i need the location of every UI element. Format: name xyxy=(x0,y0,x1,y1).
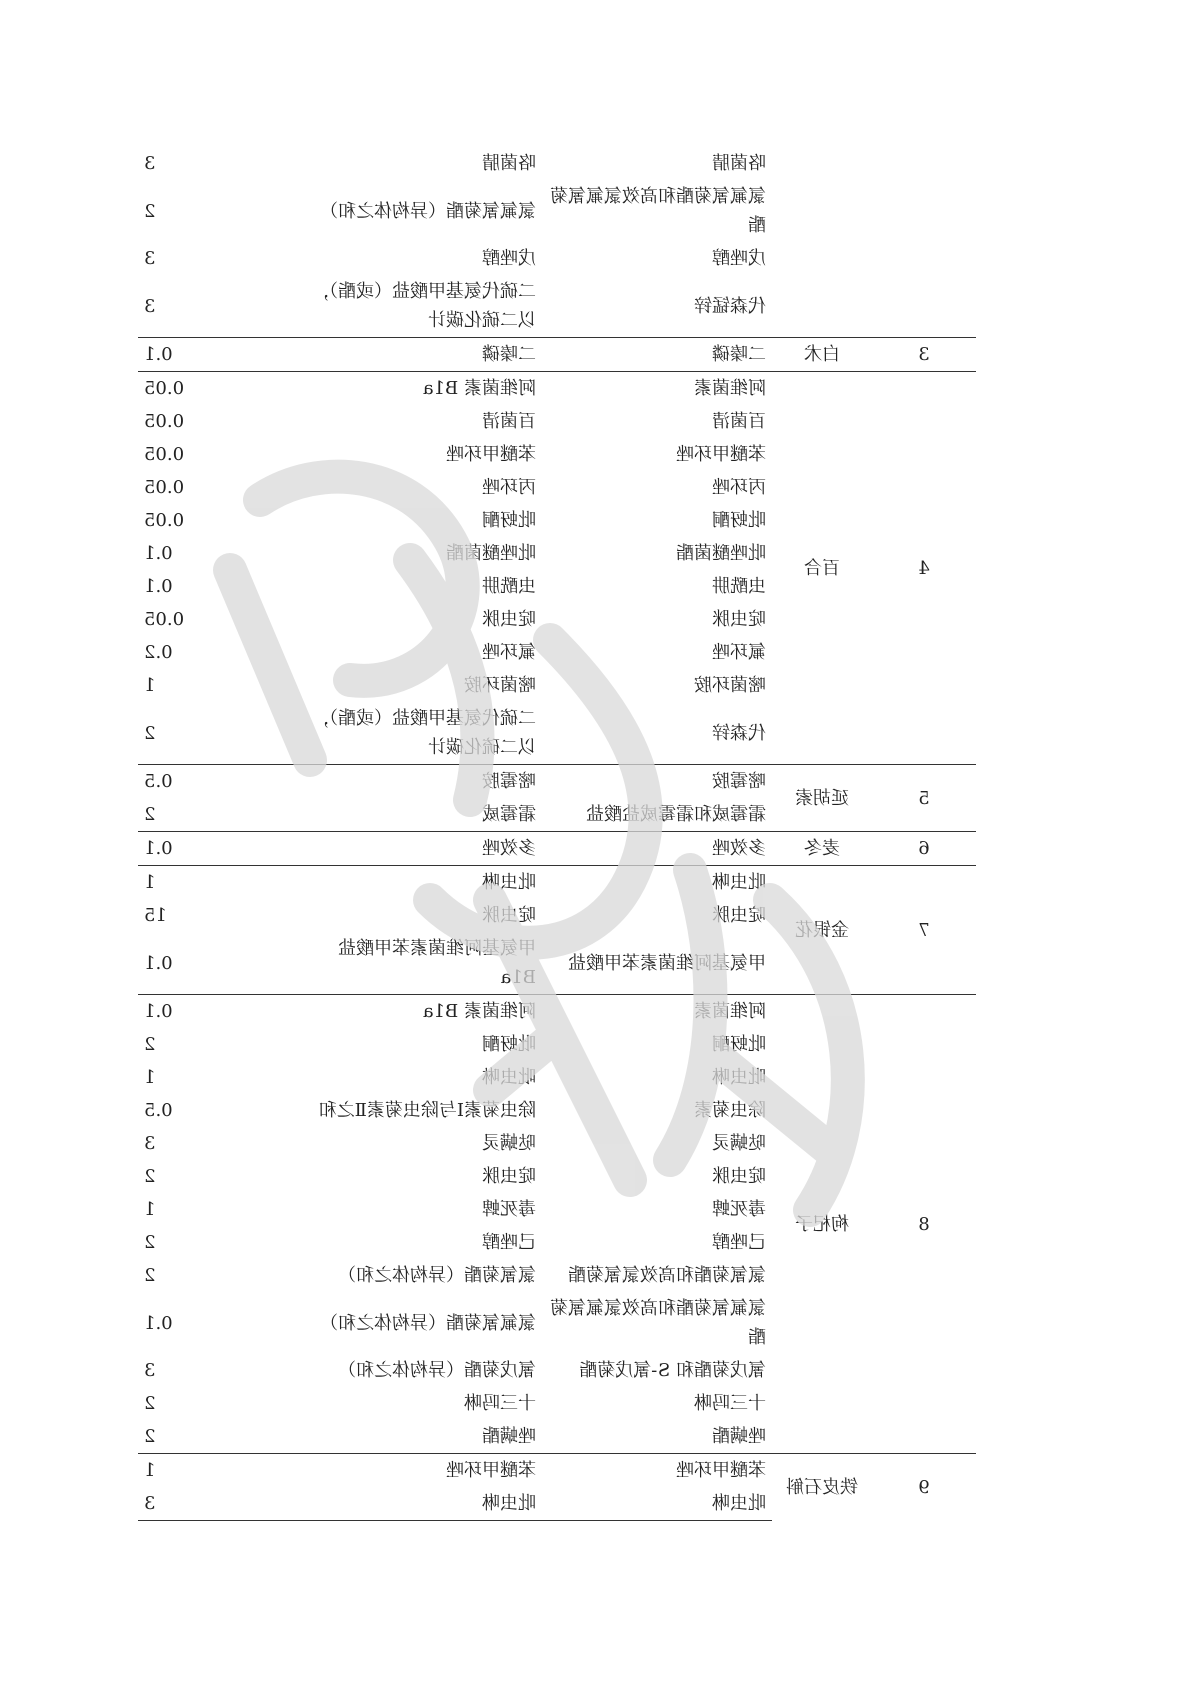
pesticide-cell: 吡蚜酮 xyxy=(712,510,766,531)
serial-number-cell: 8 xyxy=(872,995,976,1454)
mrl-cell: 2 xyxy=(144,722,156,744)
pesticide-cell: 霜霉威和霜霉威盐酸盐 xyxy=(586,804,766,825)
mrl-cell: 1 xyxy=(144,675,156,696)
mrl-cell: 0.1 xyxy=(138,832,292,866)
mrl-cell: 0.05 xyxy=(144,477,185,498)
serial-number-cell: 6 xyxy=(872,832,976,866)
serial-number-cell: 4 xyxy=(872,372,976,765)
mrl-cell: 2 xyxy=(144,200,156,222)
pesticide-cell: 丙环唑 xyxy=(712,477,766,498)
pesticide-cell: 苯醚甲环唑 xyxy=(542,1454,772,1488)
pesticide-cell: 十三吗啉 xyxy=(694,1393,766,1414)
residue-definition-cell: 戊唑醇 xyxy=(482,248,536,269)
mrl-cell: 3 xyxy=(144,153,156,174)
pesticide-cell: 多效唑 xyxy=(542,832,772,866)
pesticide-cell: 吡虫啉 xyxy=(542,866,772,900)
residue-definition-cell: 咯菌腈 xyxy=(482,153,536,174)
pesticide-cell: 氟环唑 xyxy=(712,642,766,663)
mrl-cell: 2 xyxy=(144,1166,156,1187)
residue-definition-cell: 吡虫啉 xyxy=(292,866,542,900)
residue-definition-cell: 阿维菌素 B1a xyxy=(292,372,542,406)
pesticide-cell: 除虫菊素 xyxy=(694,1100,766,1121)
residue-definition-cell: 二嗪磷 xyxy=(292,338,542,372)
pesticide-cell: 阿维菌素 xyxy=(542,995,772,1029)
pesticide-cell: 代森锰锌 xyxy=(694,295,766,317)
pesticide-cell: 氯氟氰菊酯和高效氯氟氰菊酯 xyxy=(550,1298,766,1348)
residue-definition-cell: 苯醚甲环唑 xyxy=(446,444,536,465)
pesticide-cell: 虫酰肼 xyxy=(712,576,766,597)
residue-definition-cell: 氯氟氰菊酯（异构体之和） xyxy=(320,1312,536,1334)
residue-definition-cell: 阿维菌素 B1a xyxy=(292,995,542,1029)
mrl-cell: 0.1 xyxy=(138,995,292,1029)
table-row xyxy=(138,372,976,406)
mrl-cell: 3 xyxy=(144,1133,156,1154)
table-body xyxy=(138,147,976,1521)
residue-definition-cell: 百菌清 xyxy=(482,411,536,432)
crop-cell: 麦冬 xyxy=(772,832,872,866)
residue-definition-cell: 嘧霉胺 xyxy=(292,765,542,799)
mrl-cell: 0.05 xyxy=(144,411,185,432)
pesticide-cell: 哒螨灵 xyxy=(712,1133,766,1154)
residue-definition-cell: 氯氰菊酯（异构体之和） xyxy=(338,1265,536,1286)
residue-definition-cell: 哒螨灵 xyxy=(482,1133,536,1154)
pesticide-cell: 二嗪磷 xyxy=(542,338,772,372)
residue-definition-cell: 苯醚甲环唑 xyxy=(292,1454,542,1488)
residue-definition-cell: 甲氨基阿维菌素苯甲酸盐 B1a xyxy=(338,938,536,988)
mrl-cell: 0.05 xyxy=(144,510,185,531)
mrl-cell: 3 xyxy=(144,248,156,269)
table-row xyxy=(138,1454,976,1488)
mrl-cell: 0.1 xyxy=(144,576,173,597)
residue-definition-cell: 氯氟氰菊酯（异构体之和） xyxy=(320,200,536,222)
mrl-cell: 0.05 xyxy=(144,444,185,465)
mrl-cell: 0.1 xyxy=(144,543,173,564)
mrl-cell: 0.1 xyxy=(138,338,292,372)
residue-definition-cell: 己唑醇 xyxy=(482,1232,536,1253)
pesticide-cell: 氯氟氰菊酯和高效氯氟氰菊酯 xyxy=(550,186,766,236)
residue-definition-cell: 二硫代氨基甲酸盐（或酯），以二硫化碳计 xyxy=(311,281,536,331)
pesticide-cell: 咯菌腈 xyxy=(712,153,766,174)
pesticide-cell: 戊唑醇 xyxy=(712,248,766,269)
serial-number-cell xyxy=(872,147,976,338)
mrl-cell: 0.5 xyxy=(144,1100,173,1121)
mrl-cell: 1 xyxy=(144,1067,156,1088)
mrl-cell: 0.05 xyxy=(138,372,292,406)
mrl-cell: 3 xyxy=(144,1360,156,1381)
residue-definition-cell: 霜霉威 xyxy=(482,804,536,825)
crop-cell: 白术 xyxy=(772,338,872,372)
residue-definition-cell: 二硫代氨基甲酸盐（或酯），以二硫化碳计 xyxy=(311,708,536,758)
pesticide-cell: 啶虫脒 xyxy=(712,609,766,630)
pesticide-cell: 代森锌 xyxy=(712,722,766,744)
pesticide-cell: 阿维菌素 xyxy=(542,372,772,406)
residue-definition-cell: 氟环唑 xyxy=(482,642,536,663)
residue-definition-cell: 啶虫脒 xyxy=(482,609,536,630)
residue-definition-cell: 吡唑醚菌酯 xyxy=(446,543,536,564)
residue-definition-cell: 除虫菊素Ⅰ与除虫菊素Ⅱ之和 xyxy=(318,1100,536,1121)
pesticide-cell: 甲氨基阿维菌素苯甲酸盐 xyxy=(568,952,766,974)
crop-cell: 枸杞子 xyxy=(772,995,872,1454)
residue-definition-cell: 吡虫啉 xyxy=(482,1067,536,1088)
pesticide-cell: 嘧菌环胺 xyxy=(694,675,766,696)
pesticide-cell: 己唑醇 xyxy=(712,1232,766,1253)
pesticide-cell: 嘧霉胺 xyxy=(542,765,772,799)
crop-cell: 延胡索 xyxy=(772,765,872,832)
pesticide-cell: 苯醚甲环唑 xyxy=(676,444,766,465)
mrl-cell: 1 xyxy=(144,1199,156,1220)
mrl-cell: 0.2 xyxy=(144,642,173,663)
mrl-cell: 0.1 xyxy=(144,1312,173,1334)
serial-number-cell: 9 xyxy=(872,1454,976,1521)
table-row xyxy=(138,995,976,1029)
pesticide-cell: 百菌清 xyxy=(712,411,766,432)
crop-cell: 百合 xyxy=(772,372,872,765)
pesticide-cell: 吡蚜酮 xyxy=(712,1034,766,1055)
mrl-cell: 2 xyxy=(144,1426,156,1447)
mrl-cell: 15 xyxy=(144,905,167,926)
serial-number-cell: 7 xyxy=(872,866,976,995)
mrl-cell: 2 xyxy=(144,1232,156,1253)
mrl-cell: 0.05 xyxy=(144,609,185,630)
table-row xyxy=(138,147,976,180)
mrl-cell: 0.1 xyxy=(144,952,173,974)
mrl-cell: 2 xyxy=(144,1393,156,1414)
residue-definition-cell: 十三吗啉 xyxy=(464,1393,536,1414)
residue-definition-cell: 丙环唑 xyxy=(482,477,536,498)
pesticide-cell: 氯氰菊酯和高效氯氰菊酯 xyxy=(568,1265,766,1286)
residue-definition-cell: 虫酰肼 xyxy=(482,576,536,597)
residue-definition-cell: 嘧菌环胺 xyxy=(464,675,536,696)
serial-number-cell: 3 xyxy=(872,338,976,372)
residue-definition-cell: 啶虫脒 xyxy=(482,1166,536,1187)
mrl-cell: 2 xyxy=(144,1265,156,1286)
residue-definition-cell: 啶虫脒 xyxy=(482,905,536,926)
pesticide-cell: 吡虫啉 xyxy=(542,1487,772,1521)
residue-limit-table xyxy=(138,147,976,1521)
table-row xyxy=(138,338,976,372)
mrl-cell: 2 xyxy=(144,804,156,825)
pesticide-cell: 啶虫脒 xyxy=(712,905,766,926)
crop-cell xyxy=(772,147,872,338)
pesticide-cell: 啶虫脒 xyxy=(712,1166,766,1187)
pesticide-cell: 毒死蜱 xyxy=(712,1199,766,1220)
mrl-cell: 3 xyxy=(144,295,156,317)
pesticide-cell: 唑螨酯 xyxy=(712,1426,766,1447)
mrl-cell: 1 xyxy=(138,1454,292,1488)
table-row xyxy=(138,765,976,799)
table-row xyxy=(138,832,976,866)
pesticide-cell: 氰戊菊酯和 S-氰戊菊酯 xyxy=(579,1360,766,1381)
crop-cell: 铁皮石斛 xyxy=(772,1454,872,1521)
mrl-cell: 3 xyxy=(138,1487,292,1521)
crop-cell: 金银花 xyxy=(772,866,872,995)
mrl-cell: 0.5 xyxy=(138,765,292,799)
residue-definition-cell: 吡蚜酮 xyxy=(482,510,536,531)
residue-definition-cell: 多效唑 xyxy=(292,832,542,866)
residue-definition-cell: 吡虫啉 xyxy=(292,1487,542,1521)
pesticide-cell: 吡唑醚菌酯 xyxy=(676,543,766,564)
pesticide-cell: 吡虫啉 xyxy=(712,1067,766,1088)
residue-definition-cell: 氰戊菊酯（异构体之和） xyxy=(338,1360,536,1381)
serial-number-cell: 5 xyxy=(872,765,976,832)
residue-definition-cell: 毒死蜱 xyxy=(482,1199,536,1220)
mrl-cell: 1 xyxy=(138,866,292,900)
residue-definition-cell: 唑螨酯 xyxy=(482,1426,536,1447)
residue-definition-cell: 吡蚜酮 xyxy=(482,1034,536,1055)
table-row xyxy=(138,866,976,900)
mrl-cell: 2 xyxy=(144,1034,156,1055)
